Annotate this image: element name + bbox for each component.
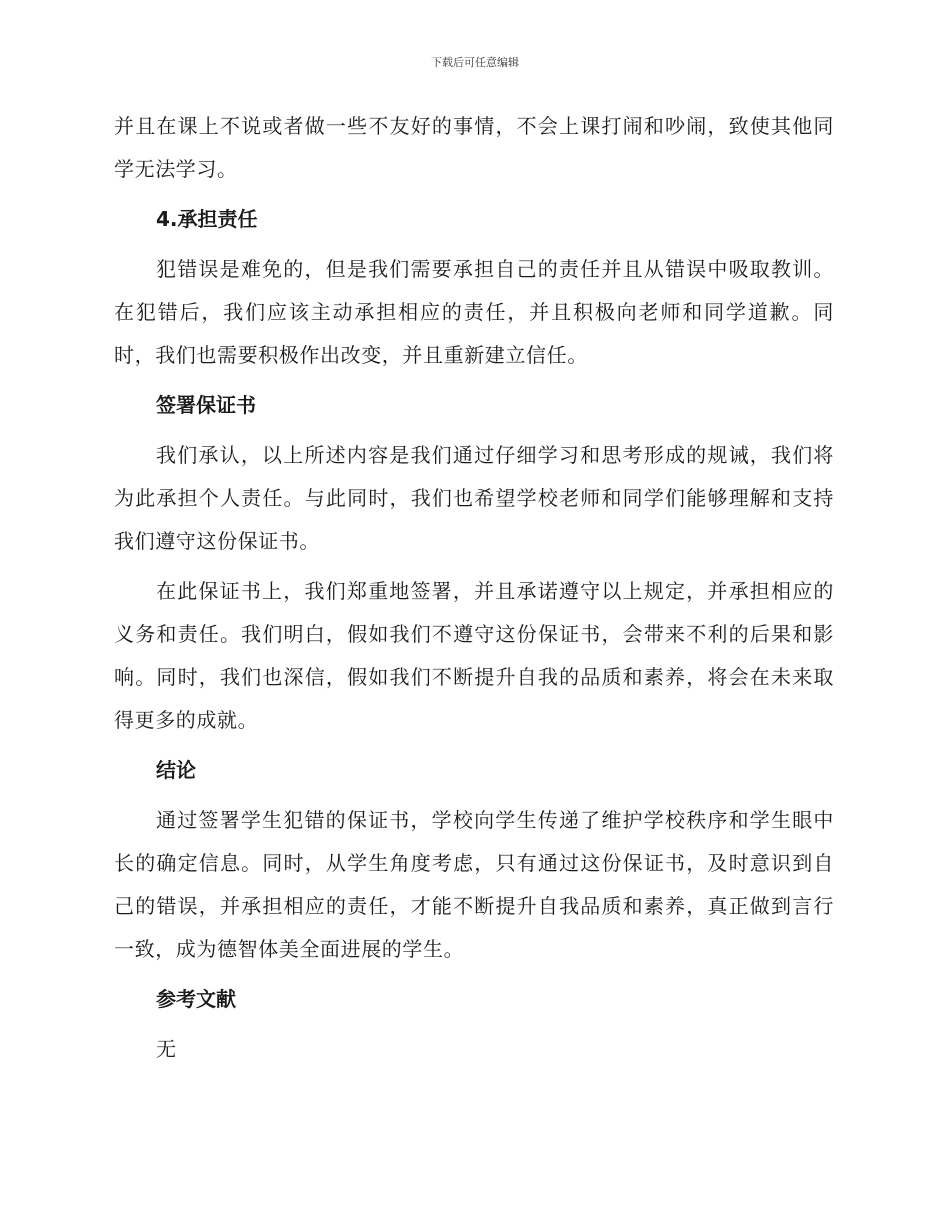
document-body [114, 105, 834, 1071]
heading-conclusion: 结论 [156, 758, 196, 782]
paragraph-conclusion: 通过签署学生犯错的保证书，学校向学生传递了维护学校秩序和学生眼中长的确定信息。同时，从学生角度考虑，只有通过这份保证书，及时意识到自己的错误，并承担相应的责任，才能不断提升自我品质和素养，真正做到言行一致，成为德智体美全面进展的学生。 [114, 808, 834, 961]
paragraph-sign-pledge-1: 我们承认，以上所述内容是我们通过仔细学习和思考形成的规诫，我们将为此承担个人责任。与此同时，我们也希望学校老师和同学们能够理解和支持我们遵守这份保证书。 [114, 443, 834, 553]
heading-references: 参考文献 [156, 987, 236, 1011]
paragraph-continuation: 并且在课上不说或者做一些不友好的事情，不会上课打闹和吵闹，致使其他同学无法学习。 [114, 114, 834, 181]
page-header: 下载后可任意编辑 [431, 56, 519, 69]
heading-take-responsibility: 4.承担责任 [156, 207, 258, 231]
heading-sign-pledge: 签署保证书 [156, 393, 256, 417]
paragraph-sign-pledge-2: 在此保证书上，我们郑重地签署，并且承诺遵守以上规定，并承担相应的义务和责任。我们明白，假如我们不遵守这份保证书，会带来不利的后果和影响。同时，我们也深信，假如我们不断提升自我的品质和素养，将会在未来取得更多的成就。 [114, 579, 834, 732]
paragraph-take-responsibility: 犯错误是难免的，但是我们需要承担自己的责任并且从错误中吸取教训。在犯错后，我们应该主动承担相应的责任，并且积极向老师和同学道歉。同时，我们也需要积极作出改变，并且重新建立信任。 [114, 257, 834, 367]
paragraph-references: 无 [156, 1037, 177, 1061]
